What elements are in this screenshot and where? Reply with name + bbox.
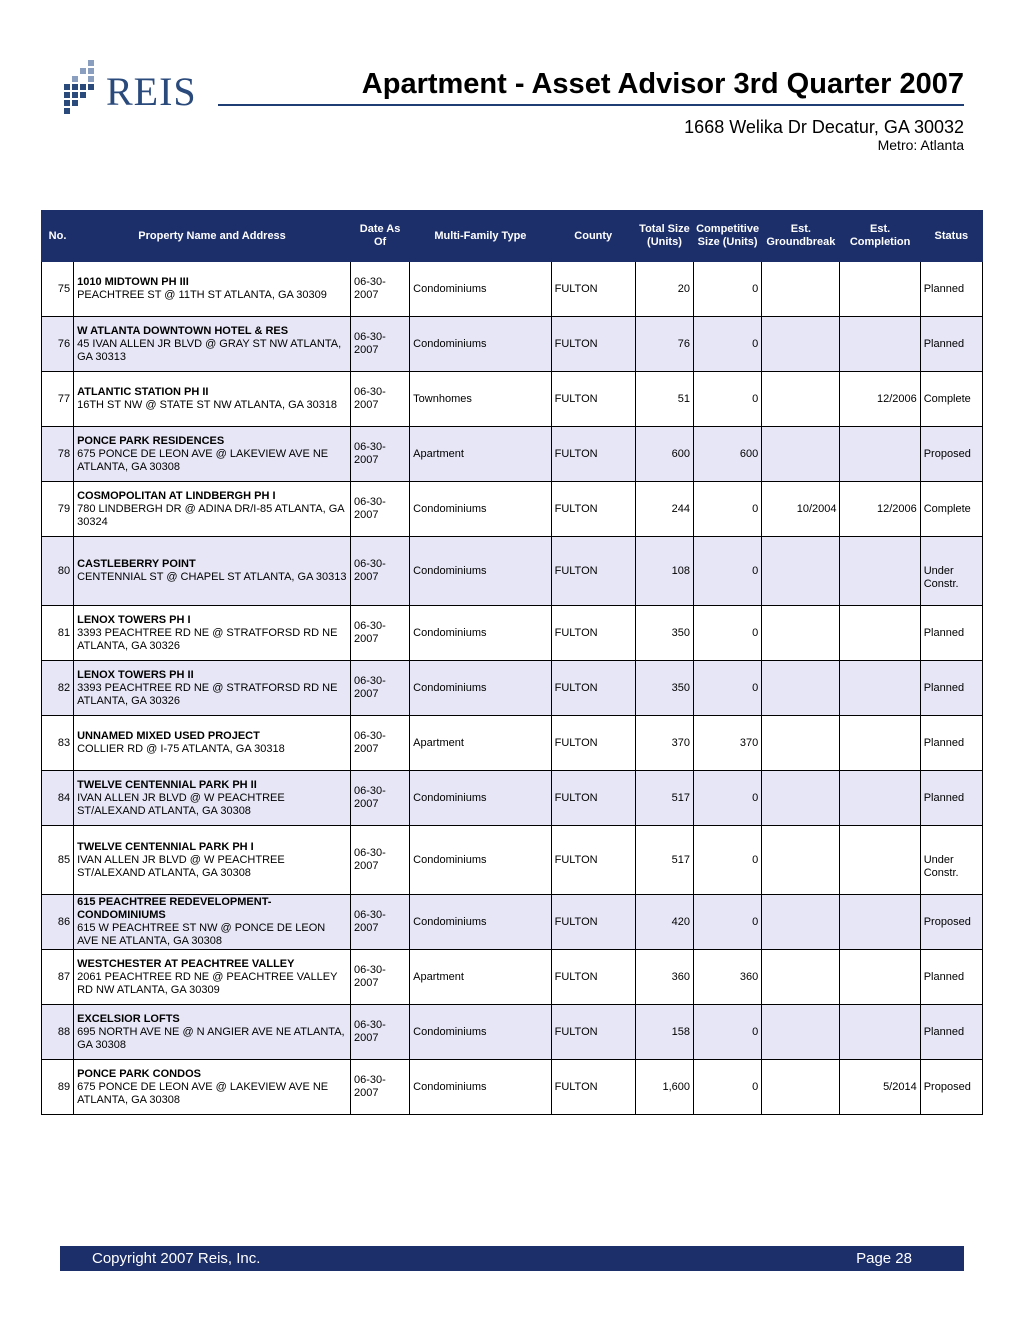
status: Proposed — [920, 1060, 982, 1115]
property-address-line: 45 IVAN ALLEN JR BLVD @ GRAY ST NW ATLANTA, GA 30313 — [77, 337, 342, 363]
competitive-size: 0 — [694, 895, 762, 950]
est-groundbreak — [762, 537, 840, 606]
est-groundbreak — [762, 262, 840, 317]
property-address-line: PEACHTREE ST @ 11TH ST ATLANTA, GA 30309 — [77, 289, 327, 301]
total-size: 76 — [635, 317, 693, 372]
competitive-size: 0 — [694, 661, 762, 716]
table-row — [42, 372, 983, 427]
total-size: 51 — [635, 372, 693, 427]
property-cell — [74, 661, 351, 716]
status: Proposed — [920, 895, 982, 950]
competitive-size: 0 — [694, 1005, 762, 1060]
copyright-text: Copyright 2007 Reis, Inc. — [92, 1250, 261, 1267]
property-name: 1010 MIDTOWN PH III — [77, 276, 189, 288]
est-groundbreak — [762, 1005, 840, 1060]
est-completion — [840, 716, 920, 771]
date-as-of: 06-30-2007 — [350, 372, 409, 427]
property-cell — [74, 606, 351, 661]
property-name: ATLANTIC STATION PH II — [77, 386, 209, 398]
date-as-of: 06-30-2007 — [350, 482, 409, 537]
table-row — [42, 771, 983, 826]
property-address-line: 3393 PEACHTREE RD NE @ STRATFORSD RD NE ATLANTA, GA 30326 — [77, 681, 338, 707]
col-header-no: No. — [42, 211, 74, 262]
row-number: 88 — [42, 1005, 74, 1060]
col-header-completion: Est. Completion — [840, 211, 920, 262]
property-name: WESTCHESTER AT PEACHTREE VALLEY — [77, 957, 295, 970]
property-cell — [74, 372, 351, 427]
multi-family-type: Condominiums — [410, 1060, 551, 1115]
col-header-type: Multi-Family Type — [410, 211, 551, 262]
multi-family-type: Condominiums — [410, 606, 551, 661]
table-row — [42, 826, 983, 895]
col-header-property: Property Name and Address — [74, 211, 351, 262]
property-cell — [74, 716, 351, 771]
col-header-status: Status — [920, 211, 982, 262]
page-title: Apartment - Asset Advisor 3rd Quarter 2007 — [361, 68, 964, 100]
county: FULTON — [551, 826, 635, 895]
table-row — [42, 317, 983, 372]
property-cell — [74, 895, 351, 950]
row-number: 89 — [42, 1060, 74, 1115]
total-size: 517 — [635, 771, 693, 826]
col-header-groundbreak: Est. Groundbreak — [762, 211, 840, 262]
competitive-size: 0 — [694, 317, 762, 372]
row-number: 80 — [42, 537, 74, 606]
county: FULTON — [551, 372, 635, 427]
property-address-line: 615 W PEACHTREE ST NW @ PONCE DE LEON AVE NE ATLANTA, GA 30308 — [77, 922, 326, 947]
date-as-of: 06-30-2007 — [350, 950, 409, 1005]
status: Planned — [920, 661, 982, 716]
est-completion — [840, 606, 920, 661]
property-cell — [74, 771, 351, 826]
reis-logo — [60, 58, 220, 122]
status: Planned — [920, 716, 982, 771]
multi-family-type: Apartment — [410, 950, 551, 1005]
est-groundbreak — [762, 895, 840, 950]
property-address-line: 675 PONCE DE LEON AVE @ LAKEVIEW AVE NE ATLANTA, GA 30308 — [77, 447, 329, 473]
est-completion — [840, 1005, 920, 1060]
status: Complete — [920, 482, 982, 537]
multi-family-type: Condominiums — [410, 262, 551, 317]
date-as-of: 06-30-2007 — [350, 895, 409, 950]
page-footer — [60, 1246, 964, 1271]
est-groundbreak — [762, 372, 840, 427]
date-as-of: 06-30-2007 — [350, 716, 409, 771]
property-address-line: 16TH ST NW @ STATE ST NW ATLANTA, GA 30318 — [77, 399, 338, 411]
est-completion — [840, 895, 920, 950]
county: FULTON — [551, 1005, 635, 1060]
multi-family-type: Condominiums — [410, 895, 551, 950]
multi-family-type: Condominiums — [410, 661, 551, 716]
competitive-size: 0 — [694, 771, 762, 826]
date-as-of: 06-30-2007 — [350, 606, 409, 661]
date-as-of: 06-30-2007 — [350, 537, 409, 606]
status: Planned — [920, 606, 982, 661]
table-row — [42, 895, 983, 950]
property-name: CASTLEBERRY POINT — [77, 558, 196, 570]
status: Complete — [920, 372, 982, 427]
property-name: UNNAMED MIXED USED PROJECT — [77, 730, 260, 742]
est-completion — [840, 950, 920, 1005]
header-rule — [218, 104, 964, 106]
total-size: 1,600 — [635, 1060, 693, 1115]
multi-family-type: Apartment — [410, 716, 551, 771]
property-address-line: CENTENNIAL ST @ CHAPEL ST ATLANTA, GA 30313 — [77, 571, 347, 583]
status: Planned — [920, 950, 982, 1005]
est-completion: 12/2006 — [840, 482, 920, 537]
date-as-of: 06-30-2007 — [350, 771, 409, 826]
est-completion — [840, 661, 920, 716]
est-groundbreak: 10/2004 — [762, 482, 840, 537]
est-groundbreak — [762, 950, 840, 1005]
total-size: 108 — [635, 537, 693, 606]
property-name: LENOX TOWERS PH I — [77, 613, 191, 626]
property-name: W ATLANTA DOWNTOWN HOTEL & RES — [77, 324, 289, 337]
page-number: Page 28 — [856, 1250, 912, 1267]
est-groundbreak — [762, 427, 840, 482]
property-cell — [74, 262, 351, 317]
county: FULTON — [551, 771, 635, 826]
property-address: 1668 Welika Dr Decatur, GA 30032 — [684, 117, 964, 137]
multi-family-type: Condominiums — [410, 317, 551, 372]
est-groundbreak — [762, 771, 840, 826]
property-cell — [74, 317, 351, 372]
status: Under Constr. — [920, 537, 982, 606]
est-completion — [840, 826, 920, 895]
property-name: TWELVE CENTENNIAL PARK PH I — [77, 840, 254, 853]
property-cell — [74, 427, 351, 482]
date-as-of: 06-30-2007 — [350, 262, 409, 317]
date-as-of: 06-30-2007 — [350, 826, 409, 895]
county: FULTON — [551, 262, 635, 317]
property-cell — [74, 1060, 351, 1115]
table-row — [42, 1060, 983, 1115]
status: Planned — [920, 262, 982, 317]
competitive-size: 0 — [694, 372, 762, 427]
est-completion — [840, 317, 920, 372]
row-number: 86 — [42, 895, 74, 950]
row-number: 83 — [42, 716, 74, 771]
property-address-line: IVAN ALLEN JR BLVD @ W PEACHTREE ST/ALEXAND ATLANTA, GA 30308 — [77, 853, 285, 879]
property-name: PONCE PARK RESIDENCES — [77, 434, 225, 447]
competitive-size: 360 — [694, 950, 762, 1005]
status: Proposed — [920, 427, 982, 482]
property-address-line: 675 PONCE DE LEON AVE @ LAKEVIEW AVE NE ATLANTA, GA 30308 — [77, 1080, 329, 1106]
status: Planned — [920, 1005, 982, 1060]
row-number: 81 — [42, 606, 74, 661]
date-as-of: 06-30-2007 — [350, 661, 409, 716]
property-name: EXCELSIOR LOFTS — [77, 1012, 180, 1025]
property-address-line: 2061 PEACHTREE RD NE @ PEACHTREE VALLEY RD NW ATLANTA, GA 30309 — [77, 970, 338, 996]
county: FULTON — [551, 482, 635, 537]
total-size: 350 — [635, 661, 693, 716]
total-size: 244 — [635, 482, 693, 537]
row-number: 75 — [42, 262, 74, 317]
total-size: 360 — [635, 950, 693, 1005]
county: FULTON — [551, 537, 635, 606]
row-number: 76 — [42, 317, 74, 372]
property-address-line: 695 NORTH AVE NE @ N ANGIER AVE NE ATLANTA, GA 30308 — [77, 1025, 345, 1051]
total-size: 350 — [635, 606, 693, 661]
total-size: 158 — [635, 1005, 693, 1060]
property-address-line: 780 LINDBERGH DR @ ADINA DR/I-85 ATLANTA, GA 30324 — [77, 502, 344, 528]
table-row — [42, 606, 983, 661]
metro-label: Metro: Atlanta — [877, 137, 964, 153]
col-header-total-size: Total Size (Units) — [635, 211, 693, 262]
property-cell — [74, 950, 351, 1005]
row-number: 85 — [42, 826, 74, 895]
total-size: 20 — [635, 262, 693, 317]
property-address-line: COLLIER RD @ I-75 ATLANTA, GA 30318 — [77, 743, 285, 755]
table-row — [42, 950, 983, 1005]
competitive-size: 0 — [694, 482, 762, 537]
est-completion: 5/2014 — [840, 1060, 920, 1115]
status: Under Constr. — [920, 826, 982, 895]
multi-family-type: Condominiums — [410, 482, 551, 537]
est-groundbreak — [762, 826, 840, 895]
property-cell — [74, 826, 351, 895]
property-cell — [74, 537, 351, 606]
col-header-date: Date As Of — [350, 211, 409, 262]
est-completion: 12/2006 — [840, 372, 920, 427]
row-number: 82 — [42, 661, 74, 716]
table-row — [42, 262, 983, 317]
row-number: 87 — [42, 950, 74, 1005]
table-row — [42, 1005, 983, 1060]
col-header-competitive-size: Competitive Size (Units) — [694, 211, 762, 262]
table-row — [42, 716, 983, 771]
table-row — [42, 537, 983, 606]
property-name: PONCE PARK CONDOS — [77, 1067, 201, 1080]
est-groundbreak — [762, 317, 840, 372]
table-row — [42, 661, 983, 716]
date-as-of: 06-30-2007 — [350, 427, 409, 482]
table-row — [42, 427, 983, 482]
development-table — [41, 210, 983, 1115]
row-number: 78 — [42, 427, 74, 482]
property-name: TWELVE CENTENNIAL PARK PH II — [77, 778, 257, 791]
date-as-of: 06-30-2007 — [350, 1005, 409, 1060]
multi-family-type: Condominiums — [410, 1005, 551, 1060]
est-groundbreak — [762, 1060, 840, 1115]
property-cell — [74, 1005, 351, 1060]
property-name: 615 PEACHTREE REDEVELOPMENT-CONDOMINIUMS — [77, 896, 272, 921]
total-size: 420 — [635, 895, 693, 950]
est-completion — [840, 427, 920, 482]
competitive-size: 600 — [694, 427, 762, 482]
total-size: 517 — [635, 826, 693, 895]
est-completion — [840, 537, 920, 606]
logo-mark-icon — [60, 58, 100, 122]
date-as-of: 06-30-2007 — [350, 317, 409, 372]
table-header-row — [42, 211, 983, 262]
competitive-size: 0 — [694, 826, 762, 895]
competitive-size: 0 — [694, 537, 762, 606]
multi-family-type: Condominiums — [410, 771, 551, 826]
competitive-size: 0 — [694, 606, 762, 661]
est-groundbreak — [762, 661, 840, 716]
county: FULTON — [551, 716, 635, 771]
multi-family-type: Townhomes — [410, 372, 551, 427]
county: FULTON — [551, 661, 635, 716]
property-address-line: IVAN ALLEN JR BLVD @ W PEACHTREE ST/ALEXAND ATLANTA, GA 30308 — [77, 791, 285, 817]
total-size: 600 — [635, 427, 693, 482]
row-number: 84 — [42, 771, 74, 826]
county: FULTON — [551, 895, 635, 950]
property-name: COSMOPOLITAN AT LINDBERGH PH I — [77, 489, 276, 502]
logo-wordmark: REIS — [106, 69, 197, 114]
status: Planned — [920, 317, 982, 372]
total-size: 370 — [635, 716, 693, 771]
county: FULTON — [551, 317, 635, 372]
multi-family-type: Condominiums — [410, 537, 551, 606]
county: FULTON — [551, 1060, 635, 1115]
est-completion — [840, 262, 920, 317]
competitive-size: 0 — [694, 262, 762, 317]
est-groundbreak — [762, 606, 840, 661]
competitive-size: 0 — [694, 1060, 762, 1115]
property-cell — [74, 482, 351, 537]
date-as-of: 06-30-2007 — [350, 1060, 409, 1115]
est-groundbreak — [762, 716, 840, 771]
county: FULTON — [551, 950, 635, 1005]
county: FULTON — [551, 606, 635, 661]
est-completion — [840, 771, 920, 826]
property-address-line: 3393 PEACHTREE RD NE @ STRATFORSD RD NE ATLANTA, GA 30326 — [77, 626, 338, 652]
competitive-size: 370 — [694, 716, 762, 771]
property-name: LENOX TOWERS PH II — [77, 668, 194, 681]
table-row — [42, 482, 983, 537]
multi-family-type: Condominiums — [410, 826, 551, 895]
multi-family-type: Apartment — [410, 427, 551, 482]
row-number: 79 — [42, 482, 74, 537]
status: Planned — [920, 771, 982, 826]
col-header-county: County — [551, 211, 635, 262]
row-number: 77 — [42, 372, 74, 427]
county: FULTON — [551, 427, 635, 482]
